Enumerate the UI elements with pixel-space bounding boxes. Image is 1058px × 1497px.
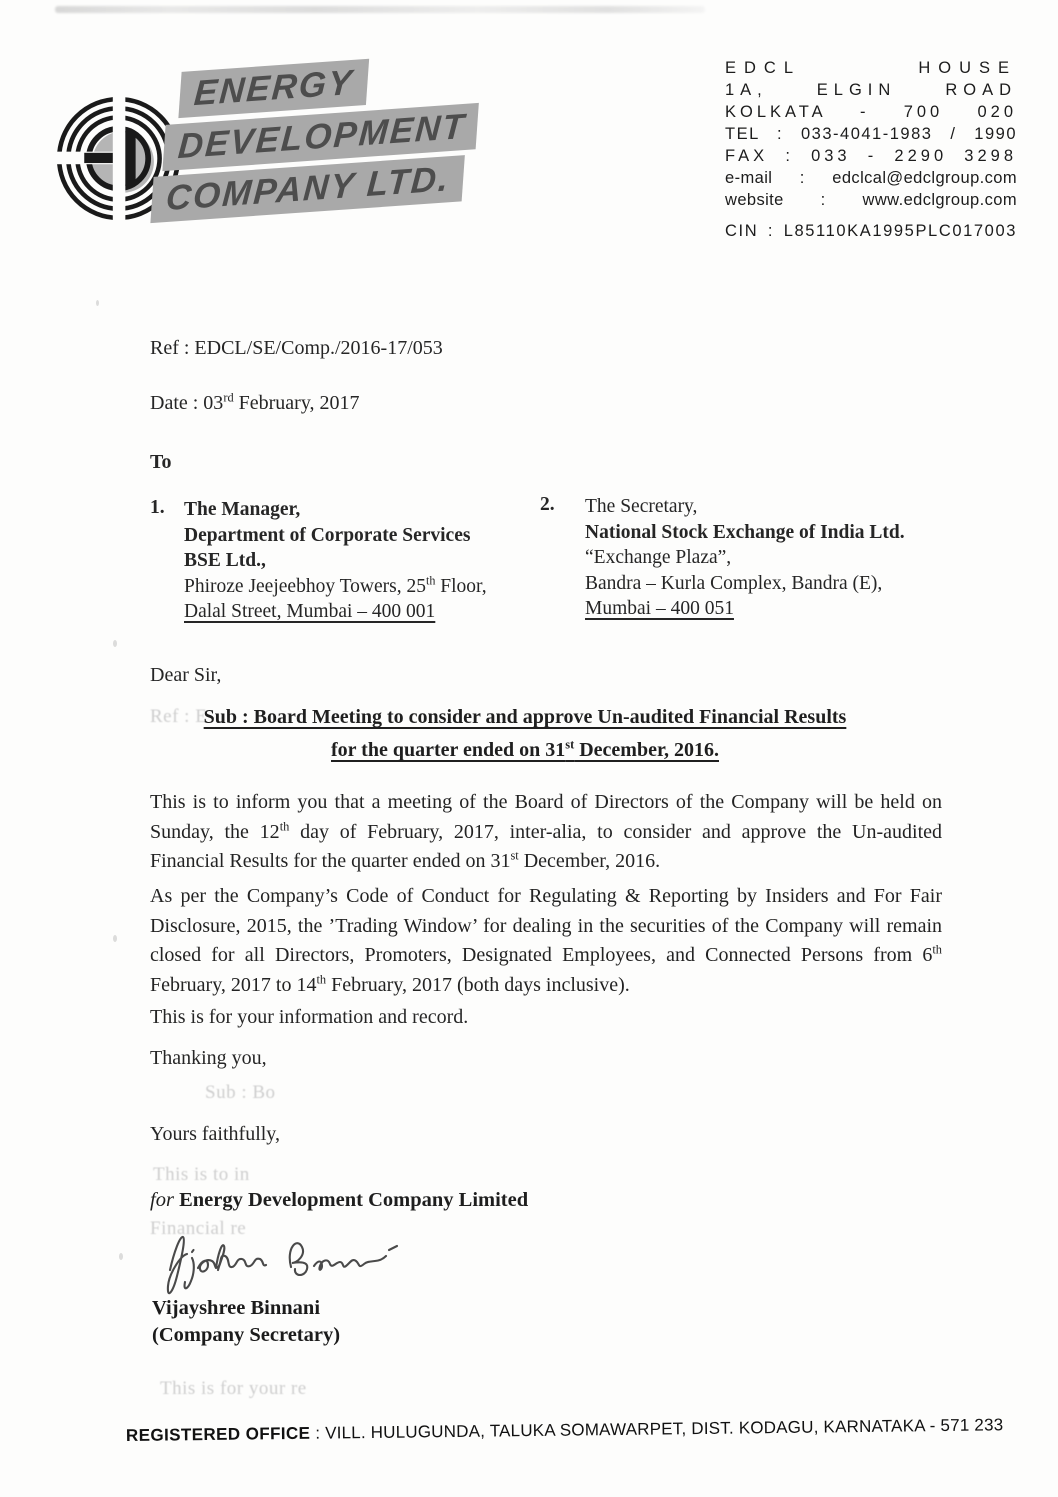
body-paragraph-1: This is to inform you that a meeting of the Board of Directors of the Company will be held on Sunday, the 12th day of February, 2017, inter-alia, to consider and approve the Un-audited Financial Results for the quarter ended on 31st December, 2016. xyxy=(150,791,943,872)
address-line: The Manager, xyxy=(184,499,301,520)
scan-speckle xyxy=(113,935,117,942)
hq-website: website : www.edclgroup.com xyxy=(725,191,1017,209)
registered-office-label: REGISTERED OFFICE xyxy=(125,1423,311,1445)
to-label: To xyxy=(150,451,172,473)
head-office-address xyxy=(725,57,1017,242)
scan-ghost-text: Ref : E xyxy=(150,706,208,727)
scan-speckle xyxy=(113,640,117,647)
registered-office-text: : VILL. HULUGUNDA, TALUKA SOMAWARPET, DIST. KODAGU, KARNATAKA - 571 233 xyxy=(310,1415,1004,1443)
for-prefix: for xyxy=(150,1189,174,1211)
subject-line-1: Sub : Board Meeting to consider and approve Un-audited Financial Results xyxy=(203,706,847,728)
address-line: Dalal Street, Mumbai – 400 001 xyxy=(184,601,436,622)
logo-text: COMPANY LTD. xyxy=(164,159,452,219)
hq-building: EDCL HOUSE xyxy=(725,59,1017,77)
handwritten-signature-icon xyxy=(156,1224,416,1302)
address-line: Department of Corporate Services xyxy=(184,524,471,546)
recipient-1-number: 1. xyxy=(150,497,165,518)
hq-street: 1A, ELGIN ROAD xyxy=(725,81,1017,99)
scan-smudge xyxy=(55,6,705,13)
body-paragraph-3: This is for your information and record. xyxy=(150,1006,469,1028)
scan-speckle xyxy=(96,300,99,306)
hq-tel: TEL : 033-4041-1983 / 1990 xyxy=(725,125,1017,143)
registered-office-footer xyxy=(125,1415,1004,1446)
scan-ghost-text: Sub : Bo xyxy=(205,1082,276,1103)
hq-city: KOLKATA - 700 020 xyxy=(725,103,1017,121)
scan-speckle xyxy=(119,1253,123,1260)
signatory-name: Vijayshree Binnani xyxy=(152,1297,321,1319)
address-line: “Exchange Plaza”, xyxy=(585,547,732,568)
salutation: Dear Sir, xyxy=(150,664,222,686)
recipient-2-number: 2. xyxy=(540,494,555,515)
address-line: The Secretary, xyxy=(585,496,698,517)
address-line: Phiroze Jeejeebhoy Towers, 25th Floor, xyxy=(184,573,487,597)
logo-text: DEVELOPMENT xyxy=(176,106,468,167)
date-line: Date : 03rd February, 2017 xyxy=(150,390,360,414)
hq-cin: CIN : L85110KA1995PLC017003 xyxy=(725,222,1017,240)
recipient-1-address xyxy=(184,497,554,625)
address-line: Mumbai – 400 051 xyxy=(585,598,734,619)
recipient-2-address xyxy=(585,494,955,622)
address-line: National Stock Exchange of India Ltd. xyxy=(585,521,905,543)
logo-text: ENERGY xyxy=(192,62,355,114)
subject-line-2: for the quarter ended on 31st December, 2016. xyxy=(331,737,719,761)
signatory-title: (Company Secretary) xyxy=(152,1324,341,1346)
for-company-name: Energy Development Company Limited xyxy=(179,1189,529,1211)
scan-ghost-text: This is to in xyxy=(153,1164,250,1185)
address-line: Bandra – Kurla Complex, Bandra (E), xyxy=(585,572,883,594)
hq-fax: FAX : 033 - 2290 3298 xyxy=(725,147,1017,165)
valediction: Yours faithfully, xyxy=(150,1123,281,1145)
logo-bar-energy xyxy=(178,59,369,118)
scan-ghost-text: This is for your re xyxy=(160,1378,307,1399)
scan-ghost-text: Financial re xyxy=(150,1218,247,1239)
address-line: BSE Ltd., xyxy=(184,550,266,571)
subject-block xyxy=(168,701,882,767)
for-company-line xyxy=(150,1189,528,1212)
body-paragraph-2: As per the Company’s Code of Conduct for Regulating & Reporting by Insiders and For Fair Disclosure, 2015, the ’Trading Window’ for dealing in the securities of the Company will remain closed for all Directors, Promoters, Designated Employees, and Connected Persons from 6th February, 2017 to 14th February, 2017 (both days inclusive). xyxy=(150,885,942,996)
hq-email: e-mail : edclcal@edclgroup.com xyxy=(725,169,1017,187)
ref-line: Ref : EDCL/SE/Comp./2016-17/053 xyxy=(150,337,443,359)
thanking-line: Thanking you, xyxy=(150,1047,267,1069)
